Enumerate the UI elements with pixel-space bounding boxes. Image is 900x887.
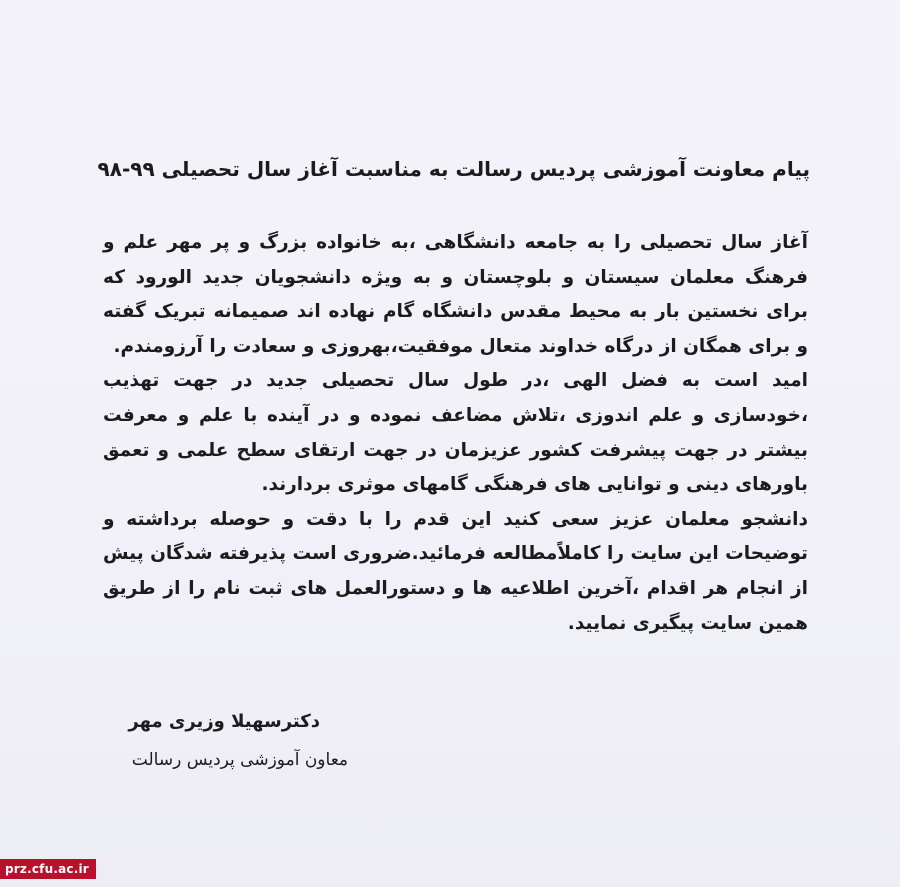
site-watermark: prz.cfu.ac.ir (0, 859, 96, 879)
letter-title: پیام معاونت آموزشی پردیس رسالت به مناسبت آغاز سال تحصیلی ۹۹-۹۸ (97, 157, 810, 181)
paragraph-1: آغاز سال تحصیلی را به جامعه دانشگاهی ،به خانواده بزرگ و پر مهر علم و فرهنگ معلمان سیستان و بلوچستان و به ویژه دانشجویان جدید الورود که برای نخستین بار به محیط مقدس دانشگاه گام نهاده اند صمیمانه تبریک گفته و برای همگان از درگاه خداوند متعال موفقیت،بهروزی و سعادت را آرزومندم. (103, 232, 808, 357)
signature-title: معاون آموزشی پردیس رسالت (131, 750, 348, 770)
letter-body (103, 226, 808, 641)
signature-block (108, 706, 348, 776)
signature-name: دکترسهیلا وزیری مهر (128, 711, 320, 732)
paragraph-3: دانشجو معلمان عزیز سعی کنید این قدم را با دقت و حوصله برداشته و توضیحات این سایت را کاملاًمطالعه فرمائید.ضروری است پذیرفته شدگان پیش از انجام هر اقدام ،آخرین اطلاعیه ها و دستورالعمل های ثبت نام را از طریق همین سایت پیگیری نمایید. (103, 508, 808, 634)
paragraph-2: امید است به فضل الهی ،در طول سال تحصیلی جدید در جهت تهذیب ،خودسازی و علم اندوزی ،تلاش مضاعف نموده و در آینده با علم و معرفت بیشتر در جهت پیشرفت کشور عزیزمان در جهت ارتقای سطح علمی و تعمق باورهای دینی و توانایی های فرهنگی گامهای موثری بردارند. (103, 370, 808, 496)
